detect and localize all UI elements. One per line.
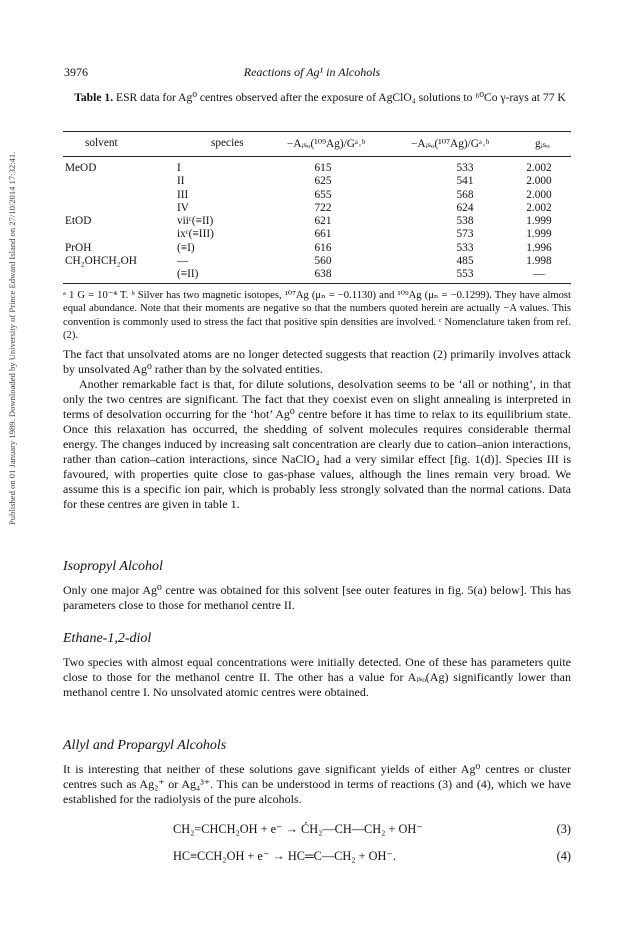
cell-a107: 538 (456, 215, 474, 228)
table-body (63, 162, 571, 282)
paragraph: Another remarkable fact is that, for dilute solutions, desolvation seems to be ‘all or nothing’, in that only the two centres are significant. The fact that they coexist even on slight annealing is interpreted in terms of desolvation occurring for the ‘hot’ Ag⁰ centre before it has time to relax to its equilibrium state. Once this relaxation has occurred, the shedding of solvent molecules requires considerable thermal energy. The changes induced by increasing salt concentration are clearly due to cation–anion interactions, rather than cation–cation interactions, since NaClO₄ had a very similar effect [fig. 1(d)]. Species III is favoured, with properties quite close to gas-phase values, although the lines remain very broad. We assume this is a specific ion pair, which is probably less strongly solvated than the normal cations. Data for these centres are given in table 1. (63, 377, 571, 511)
header-a107: −Aᵢₛₒ(¹⁰⁷Ag)/Gᵃ˒ᵇ (411, 138, 490, 150)
cell-species: (≡I) (177, 241, 195, 254)
paragraph: The fact that unsolvated atoms are no longer detected suggests that reaction (2) primarily involves attack by unsolvated Ag⁰ rather than by the solvated entities. (63, 347, 571, 376)
cell-a107: 533 (456, 162, 474, 174)
table-label: Table 1. (74, 91, 114, 104)
section-text: It is interesting that neither of these solutions gave significant yields of either Ag⁰ centres or cluster centres such as Ag₂⁺ or Ag₄³⁺. This can be understood in terms of reactions (3) and (4), which we have established for the radiolysis of the pure alcohols. (63, 762, 571, 806)
table-header (63, 137, 571, 151)
cell-species: II (177, 175, 185, 188)
cell-g: 2.002 (526, 201, 552, 214)
table-row (63, 175, 571, 188)
table-row (63, 255, 571, 268)
running-head: Reactions of Ag¹ in Alcohols (243, 65, 381, 79)
cell-g: 1.996 (526, 241, 552, 254)
section-heading: Ethane-1,2-diol (63, 631, 152, 646)
cell-a109: 560 (314, 255, 332, 268)
section-heading: Allyl and Propargyl Alcohols (63, 738, 227, 753)
equation-3 (63, 822, 571, 838)
cell-a107: 533 (456, 241, 474, 254)
table-row (63, 242, 571, 255)
cell-a107: 553 (456, 268, 474, 281)
cell-a107: 573 (456, 228, 474, 241)
section-heading: Isopropyl Alcohol (63, 559, 163, 574)
header-a109: −Aᵢₛₒ(¹⁰⁹Ag)/Gᵃ˒ᵇ (287, 138, 366, 150)
table-bottom-rule (63, 283, 571, 284)
cell-g: 1.998 (526, 255, 552, 268)
cell-a109: 625 (314, 175, 332, 188)
cell-g: 1.999 (526, 228, 552, 241)
cell-a109: 616 (314, 241, 332, 254)
table-caption (70, 91, 570, 105)
cell-solvent: PrOH (65, 241, 92, 254)
cell-solvent: MeOD (65, 162, 97, 174)
equation-number: (4) (556, 849, 571, 863)
cell-a107: 485 (456, 255, 474, 268)
cell-species: — (177, 255, 189, 268)
table-row (63, 189, 571, 202)
cell-species: viiᶜ(≡II) (177, 215, 214, 228)
cell-species: (≡II) (177, 268, 199, 281)
cell-a109: 638 (314, 268, 332, 281)
cell-solvent: EtOD (65, 215, 92, 228)
cell-g: — (533, 268, 545, 281)
section-text: Two species with almost equal concentrations were initially detected. One of these has parameters quite close to those for the methanol centre II. The other has a value for Aᵢₛₒ(Ag) significantly lower than methanol centre I. No unsolvated atomic centres were obtained. (63, 655, 571, 699)
cell-a109: 661 (314, 228, 332, 241)
cell-species: ixᶜ(≡III) (177, 228, 214, 241)
cell-species: I (177, 162, 181, 174)
cell-a107: 568 (456, 188, 474, 201)
section-text: Only one major Ag⁰ centre was obtained for this solvent [see outer features in fig. 5(a) below]. This has parameters close to those for methanol centre II. (63, 583, 571, 612)
equation-text: HC≡CCH₂OH + e⁻ → HC═C—CH₂ + OH⁻. (173, 849, 396, 863)
cell-a109: 655 (314, 188, 332, 201)
cell-solvent: CH₂OHCH₂OH (65, 255, 137, 268)
cell-g: 2.000 (526, 188, 552, 201)
table-row (63, 215, 571, 228)
equation-text: CH₂=CHCH₂OH + e⁻ → ĆH₂—CH—CH₂ + OH⁻ (173, 822, 423, 836)
cell-a109: 722 (314, 201, 332, 214)
cell-a107: 624 (456, 201, 474, 214)
equation-number: (3) (556, 822, 571, 836)
table-footnote: ᵃ 1 G = 10⁻⁴ T. ᵇ Silver has two magnetic isotopes, ¹⁰⁷Ag (μₙ = −0.1130) and ¹⁰⁹Ag (μₙ = −0.1299). They have almost equal abundance. Note that their moments are negative so that the numbers quoted herein are actually −A values. This convention is commonly used to stress the fact that positive spin densities are involved. ᶜ Nomenclature taken from ref. (2). (63, 290, 571, 342)
header-g: gᵢₛₒ (535, 138, 550, 150)
table-top-rule (63, 131, 571, 132)
table-row (63, 162, 571, 175)
download-notice: Published on 01 January 1989. Downloaded by University of Prince Edward Island on 27/10/2014 17:32:41. (7, 151, 17, 525)
cell-g: 2.002 (526, 162, 552, 174)
table-caption-text: ESR data for Ag⁰ centres observed after the exposure of AgClO₄ solutions to ⁶⁰Co γ-rays at 77 K (116, 91, 566, 104)
cell-species: IV (177, 201, 189, 214)
table-row (63, 202, 571, 215)
cell-g: 1.999 (526, 215, 552, 228)
cell-species: III (177, 188, 189, 201)
header-species: species (211, 137, 244, 149)
intro-text (63, 347, 571, 512)
table-row (63, 228, 571, 241)
equation-4 (63, 849, 571, 865)
cell-a109: 615 (314, 162, 332, 174)
page-number: 3976 (64, 65, 88, 79)
cell-g: 2.000 (526, 175, 552, 188)
table-header-rule (63, 156, 571, 157)
header-solvent: solvent (85, 137, 118, 149)
cell-a107: 541 (456, 175, 474, 188)
cell-a109: 621 (314, 215, 332, 228)
table-row (63, 268, 571, 281)
